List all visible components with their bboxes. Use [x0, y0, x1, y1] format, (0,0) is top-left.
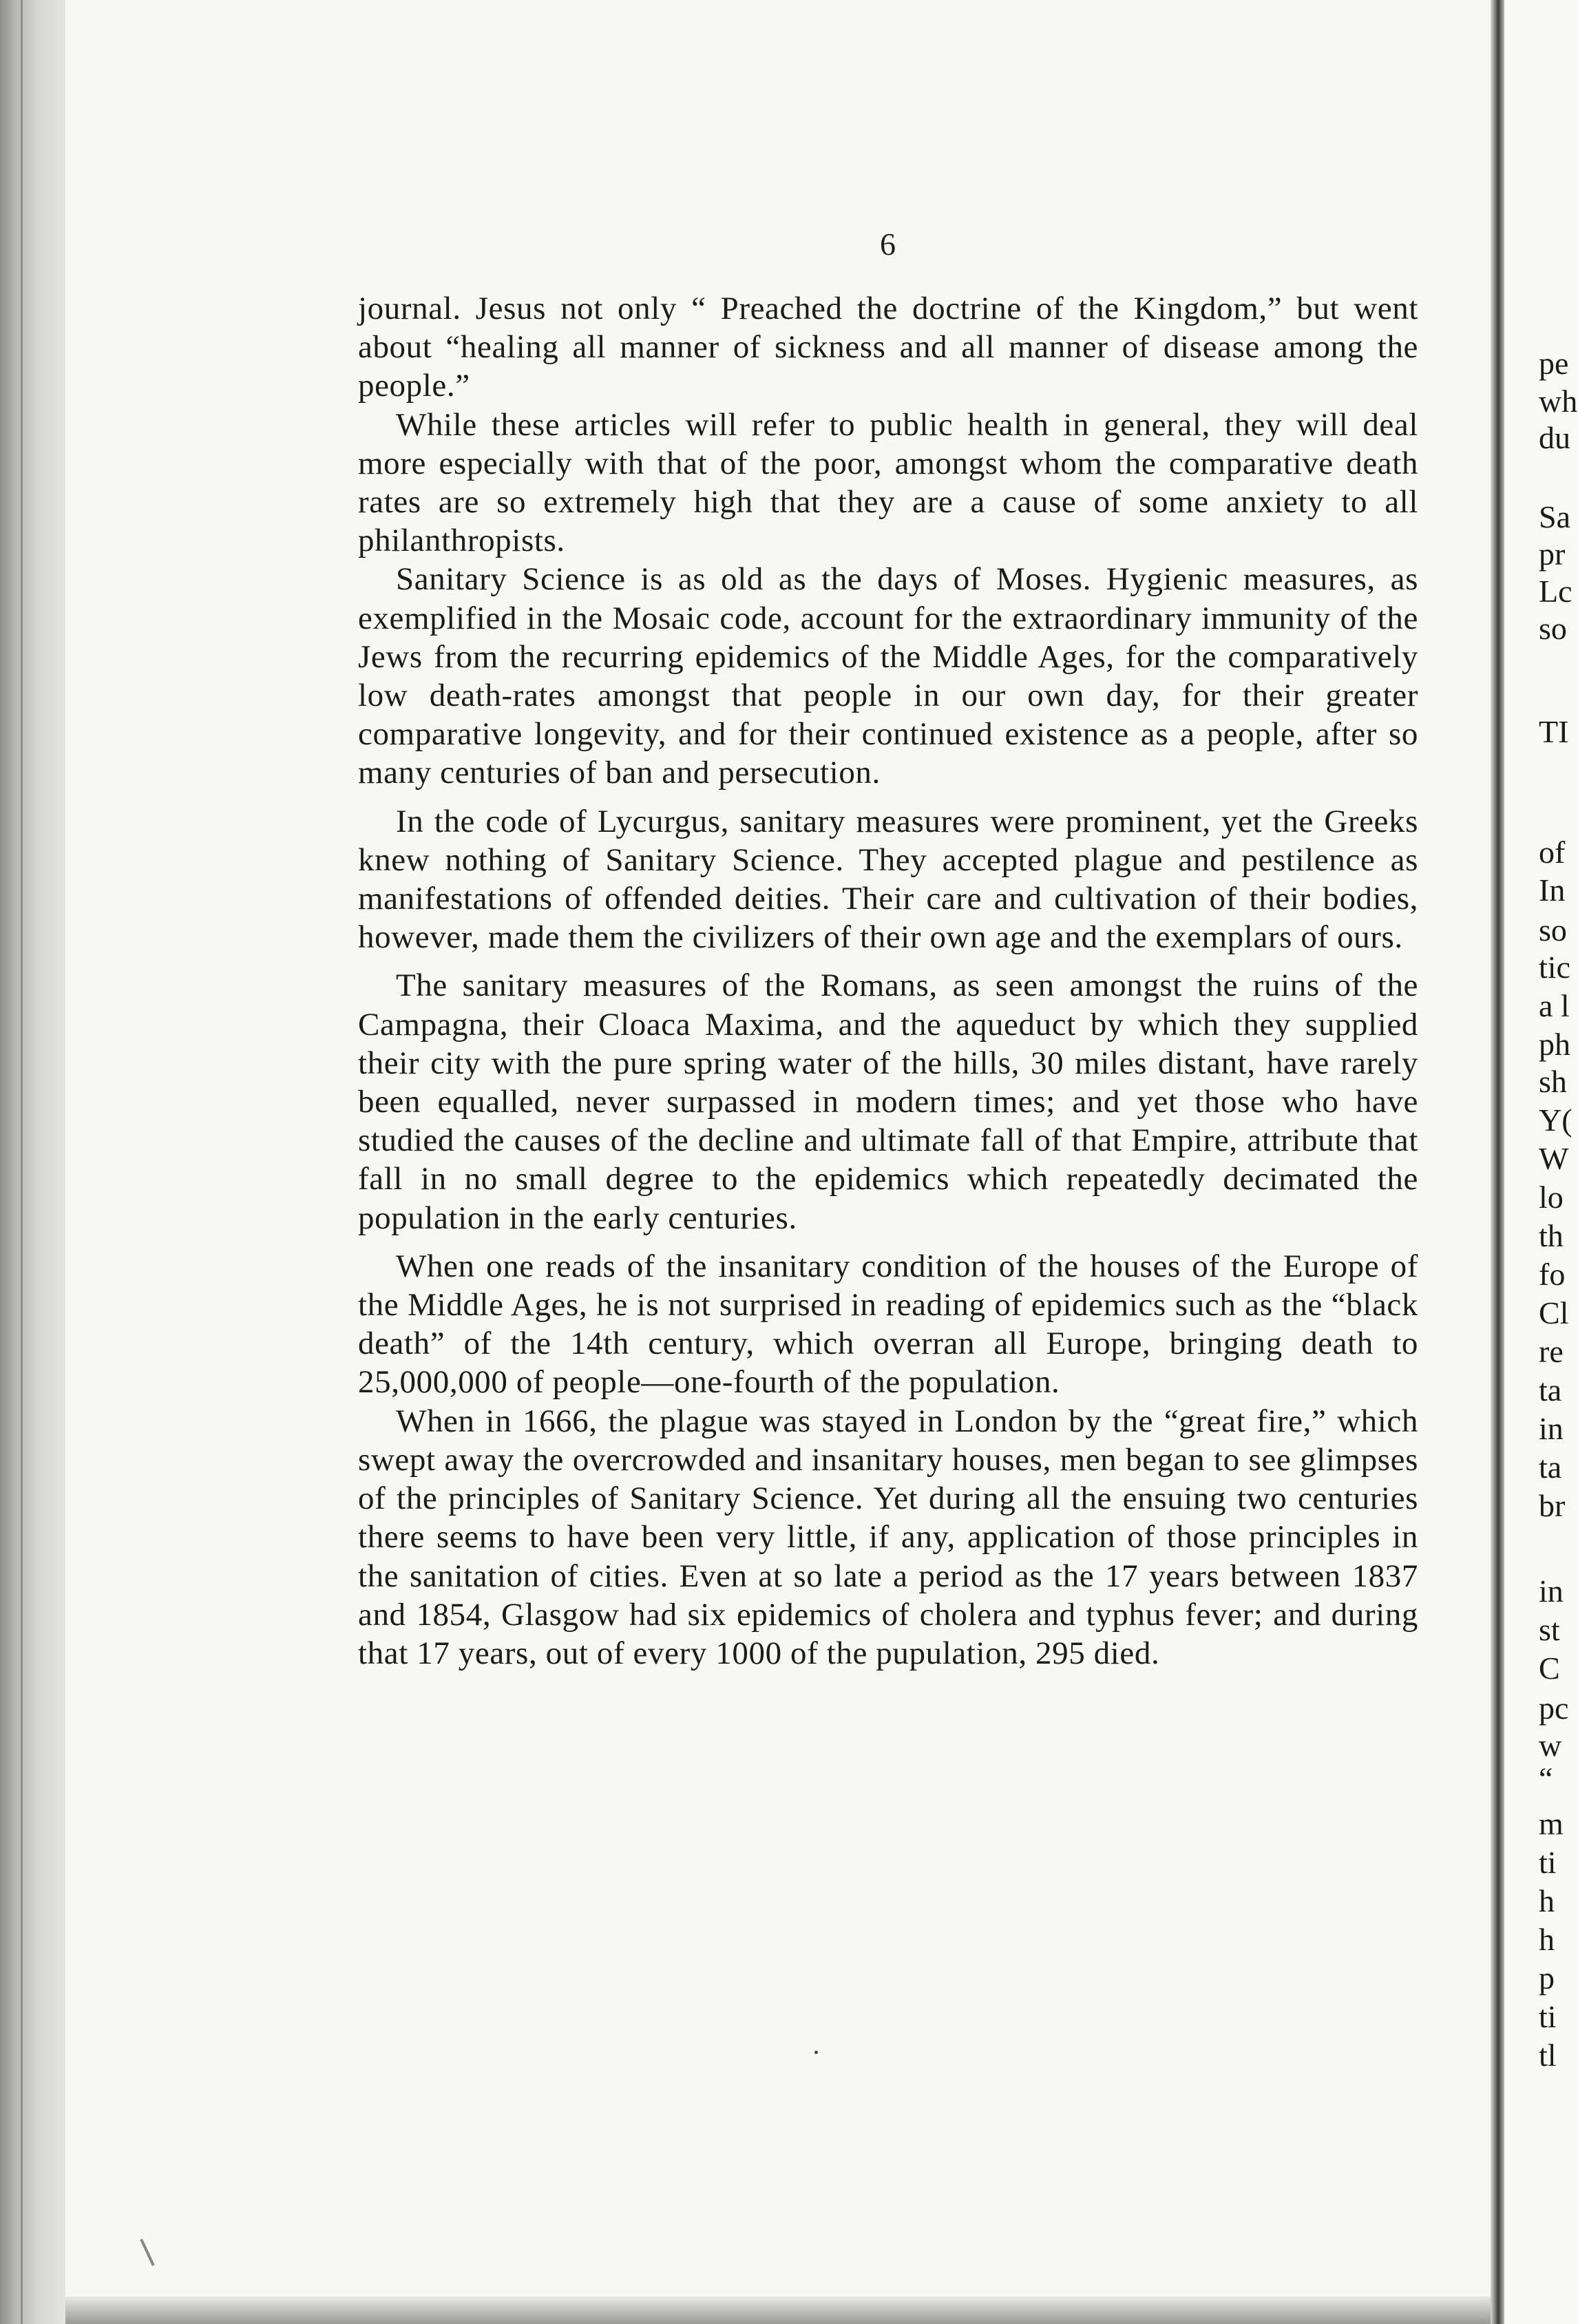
page-number: 6 — [880, 227, 896, 262]
book-gutter — [1491, 0, 1504, 2324]
facing-fragment: ta — [1539, 1372, 1562, 1407]
facing-fragment: th — [1539, 1218, 1564, 1253]
paragraph-3: Sanitary Science is as old as the days of Moses. Hygienic measures, as exemplified in the Mosaic code, account for the extraordinary immunity of the Jews from the recurring epidemics of the Middle Ages, for the comparatively low death-rates amongst that people in our own day, for their greater comparative longevity, and for their continued existence as a people, after so many centuries of ban and persecution. — [358, 561, 1418, 791]
paragraph-2: While these articles will refer to public health in general, they will deal more especially with that of the poor, amongst whom the comparative death rates are so extremely high that they are a cause of some anxiety to all philanthropists. — [358, 406, 1418, 559]
page-body-text — [358, 289, 1418, 1673]
facing-fragment: h — [1539, 1922, 1555, 1957]
facing-fragment: TI — [1539, 714, 1569, 749]
facing-fragment: re — [1539, 1334, 1564, 1369]
facing-fragment: in — [1539, 1411, 1564, 1446]
facing-fragment: tic — [1539, 950, 1570, 985]
facing-fragment: ta — [1539, 1449, 1562, 1485]
facing-fragment: In — [1539, 872, 1566, 908]
facing-fragment: pe — [1539, 346, 1569, 381]
facing-fragment: wh — [1539, 384, 1578, 419]
facing-fragment: sh — [1539, 1064, 1567, 1099]
facing-fragment: m — [1539, 1806, 1564, 1841]
facing-fragment: w — [1539, 1728, 1562, 1763]
facing-fragment: Y( — [1539, 1102, 1572, 1138]
facing-fragment: tl — [1539, 2038, 1557, 2073]
facing-fragment: W — [1539, 1141, 1569, 1176]
facing-fragment: Lc — [1539, 574, 1572, 609]
facing-fragment: fo — [1539, 1257, 1566, 1292]
facing-fragment: h — [1539, 1883, 1555, 1918]
left-page-edge — [0, 0, 65, 2324]
facing-fragment: ph — [1539, 1027, 1570, 1062]
facing-fragment: p — [1539, 1960, 1555, 1996]
paragraph-1: journal. Jesus not only “ Preached the doctrine of the Kingdom,” but went about “healing all manner of sickness and all manner of disease among the people.” — [358, 291, 1418, 404]
facing-fragment: du — [1539, 420, 1570, 455]
paragraph-6: When one reads of the insanitary condition of the houses of the Europe of the Middle Ages, he is not surprised in reading of epidemics such as the “black death” of the 14th century, which overran all Europe, bringing death to 25,000,000 of people—one-fourth of the population. — [358, 1248, 1418, 1401]
facing-fragment: pr — [1539, 536, 1566, 572]
facing-fragment: “ — [1539, 1761, 1553, 1796]
facing-fragment: so — [1539, 611, 1567, 646]
facing-fragment: Sa — [1539, 499, 1570, 534]
facing-fragment: ti — [1539, 1999, 1557, 2034]
facing-fragment: pc — [1539, 1690, 1569, 1726]
facing-fragment: ti — [1539, 1845, 1557, 1880]
ink-speck — [814, 2051, 818, 2054]
facing-fragment: of — [1539, 835, 1566, 870]
facing-page — [1504, 0, 1578, 2324]
paragraph-5: The sanitary measures of the Romans, as seen amongst the ruins of the Campagna, their Cloaca Maxima, and the aqueduct by which they supplied their city with the pure spring water of the hills, 30 miles distant, have rarely been equalled, never surpassed in modern times; and yet those who have studied the causes of the decline and ultimate fall of that Empire, attribute that fall in no small degree to the epidemics which repeatedly decimated the population in the early centuries. — [358, 967, 1418, 1236]
facing-fragment: so — [1539, 912, 1567, 948]
paragraph-4: In the code of Lycurgus, sanitary measures were prominent, yet the Greeks knew nothing of Sanitary Science. They accepted plague and pestilence as manifestations of offended deities. Their care and cultivation of their bodies, however, made them the civilizers of their own age and the exemplars of ours. — [358, 803, 1418, 956]
facing-fragment: in — [1539, 1573, 1564, 1609]
facing-fragment: C — [1539, 1651, 1560, 1686]
facing-fragment: br — [1539, 1488, 1566, 1523]
paragraph-7: When in 1666, the plague was stayed in London by the “great fire,” which swept away the overcrowded and insanitary houses, men began to see glimpses of the principles of Sanitary Science. Yet during all the ensuing two centuries there seems to have been very little, if any, application of those principles in the sanitation of cities. Even at so late a period as the 17 years between 1837 and 1854, Glasgow had six epidemics of cholera and typhus fever; and during that 17 years, out of every 1000 of the pupulation, 295 died. — [358, 1403, 1418, 1671]
facing-fragment: Cl — [1539, 1295, 1569, 1330]
facing-fragment: st — [1539, 1612, 1560, 1647]
page-bottom-shadow — [65, 2296, 1491, 2324]
facing-fragment: lo — [1539, 1180, 1564, 1215]
facing-fragment: a l — [1539, 988, 1570, 1023]
